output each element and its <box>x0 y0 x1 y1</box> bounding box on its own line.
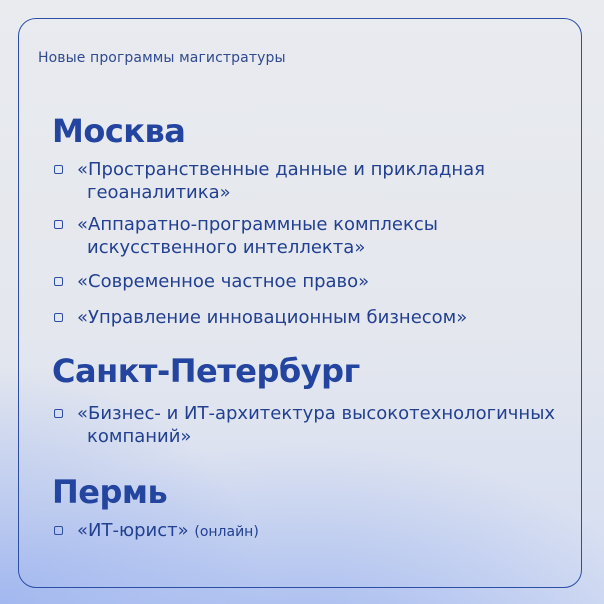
checkbox-bullet-icon <box>54 277 63 286</box>
checkbox-bullet-icon <box>54 409 63 418</box>
online-note: (онлайн) <box>194 524 259 540</box>
list-item <box>54 519 564 544</box>
list-item-text: «Бизнес- и ИТ-архитектура высокотехнологичных компаний» <box>77 403 556 447</box>
list-item <box>54 306 564 329</box>
city-heading-saint-petersburg: Санкт-Петербург <box>52 352 360 390</box>
page-subtitle: Новые программы магистратуры <box>38 50 286 66</box>
list-item <box>54 158 564 204</box>
list-item-text-wrapper <box>77 519 564 544</box>
list-item <box>54 213 564 259</box>
checkbox-bullet-icon <box>54 165 63 174</box>
list-item <box>54 402 564 448</box>
list-item-text: «Аппаратно-программные комплексы искусственного интеллекта» <box>77 214 438 258</box>
checkbox-bullet-icon <box>54 313 63 322</box>
city-heading-moscow: Москва <box>52 112 186 150</box>
list-item-text: «ИТ-юрист» <box>77 520 189 541</box>
list-item-text: «Пространственные данные и прикладная геоаналитика» <box>77 159 486 203</box>
checkbox-bullet-icon <box>54 526 63 535</box>
list-item-text: «Управление инновационным бизнесом» <box>77 307 468 328</box>
list-item-text: «Современное частное право» <box>77 271 370 292</box>
list-item <box>54 270 564 293</box>
city-heading-perm: Пермь <box>52 473 168 511</box>
checkbox-bullet-icon <box>54 220 63 229</box>
